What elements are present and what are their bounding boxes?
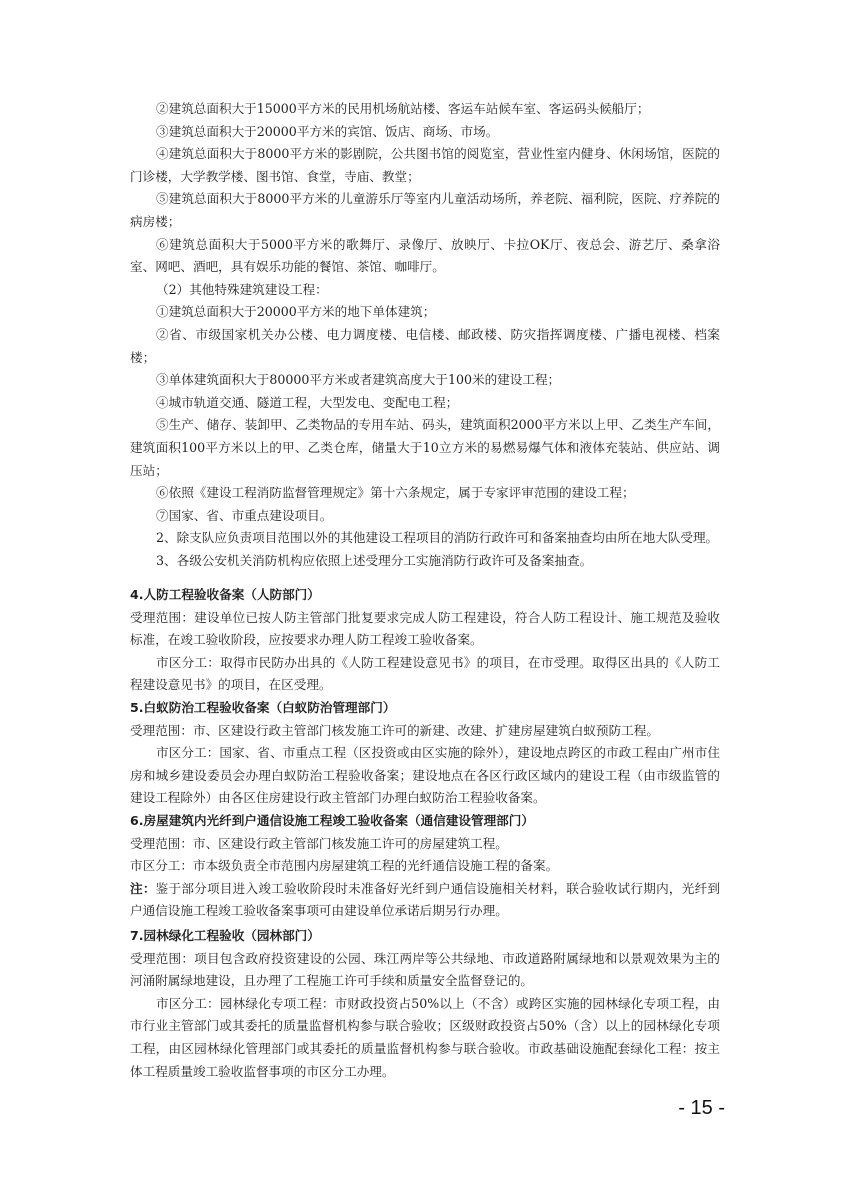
subheading: （2）其他特殊建筑建设工程： — [156, 281, 328, 297]
section-heading: 5.白蚁防治工程验收备案（白蚁防治管理部门） — [130, 700, 396, 715]
section-6 — [130, 810, 720, 923]
section-7 — [130, 925, 720, 1083]
scope-paragraph: 受理范围：市、区建设行政主管部门核发施工许可的新建、改建、扩建房屋建筑白蚁预防工程。 — [130, 722, 659, 738]
section-heading: 7.园林绿化工程验收（园林部门） — [130, 928, 320, 943]
paragraph: ⑥依照《建设工程消防监督管理规定》第十六条规定，属于专家评审范围的建设工程； — [156, 485, 635, 501]
paragraph: ⑤生产、储存、装卸甲、乙类物品的专用车站、码头，建筑面积2000平方米以上甲、乙类生产车间，建筑面积100平方米以上的甲、乙类仓库，储量大于10立方米的易燃易爆气体和液体充装站、供应站、调压站； — [130, 417, 720, 478]
section-5 — [130, 697, 720, 810]
paragraph: ③单体建筑面积大于80000平方米或者建筑高度大于100米的建设工程； — [156, 372, 561, 388]
section-heading: 4.人防工程验收备案（人防部门） — [130, 587, 320, 602]
note-paragraph — [130, 878, 720, 923]
note-text: 鉴于部分项目进入竣工验收阶段时未准备好光纤到户通信设施相关材料，联合验收试行期内，光纤到户通信设施工程竣工验收备案事项可由建设单位承诺后期另行办理。 — [130, 880, 721, 919]
division-paragraph: 市区分工：市本级负责全市范围内房屋建筑工程的光纤通信设施工程的备案。 — [130, 858, 559, 874]
division-paragraph: 市区分工：取得市民防办出具的《人防工程建设意见书》的项目，在市受理。取得区出具的《人防工程建设意见书》的项目，在区受理。 — [130, 654, 720, 693]
scope-paragraph: 受理范围：市、区建设行政主管部门核发施工许可的房屋建筑工程。 — [130, 835, 508, 851]
paragraph: 2、除支队应负责项目范围以外的其他建设工程项目的消防行政许可和备案抽查均由所在地大队受理。 — [156, 530, 719, 546]
paragraph: 3、各级公安机关消防机构应依照上述受理分工实施消防行政许可及备案抽查。 — [156, 552, 593, 568]
paragraph: ⑥建筑总面积大于5000平方米的歌舞厅、录像厅、放映厅、卡拉OK厅、夜总会、游艺厅、桑拿浴室、网吧、酒吧，具有娱乐功能的餐馆、茶馆、咖啡厅。 — [130, 236, 720, 275]
scope-paragraph: 受理范围：建设单位已按人防主管部门批复要求完成人防工程建设，符合人防工程设计、施工规范及验收标准，在竣工验收阶段，应按要求办理人防工程竣工验收备案。 — [130, 609, 720, 648]
paragraph: ①建筑总面积大于20000平方米的地下单体建筑； — [156, 304, 436, 320]
paragraph: ④建筑总面积大于8000平方米的影剧院，公共图书馆的阅览室，营业性室内健身、休闲场馆，医院的门诊楼，大学教学楼、图书馆、食堂，寺庙、教堂； — [130, 146, 720, 184]
paragraph: ⑤建筑总面积大于8000平方米的儿童游乐厅等室内儿童活动场所，养老院、福利院，医院、疗养院的病房楼； — [130, 191, 720, 229]
section-4 — [130, 584, 720, 697]
paragraph: ③建筑总面积大于20000平方米的宾馆、饭店、商场、市场。 — [156, 123, 499, 139]
division-paragraph: 市区分工：国家、省、市重点工程（区投资或由区实施的除外），建设地点跨区的市政工程由广州市住房和城乡建设委员会办理白蚁防治工程验收备案；建设地点在各区行政区域内的建设工程（由市级监管的建设工程除外）由各区住房建设行政主管部门办理白蚁防治工程验收备案。 — [130, 745, 720, 806]
scope-paragraph: 受理范围：项目包含政府投资建设的公园、珠江两岸等公共绿地、市政道路附属绿地和以景观效果为主的河涌附属绿地建设，且办理了工程施工许可手续和质量安全监督登记的。 — [130, 950, 720, 989]
top-paragraphs — [130, 98, 720, 572]
paragraph: ②省、市级国家机关办公楼、电力调度楼、电信楼、邮政楼、防灾指挥调度楼、广播电视楼、档案楼； — [130, 326, 720, 365]
paragraph: ④城市轨道交通、隧道工程，大型发电、变配电工程； — [156, 394, 459, 410]
division-paragraph: 市区分工：园林绿化专项工程：市财政投资占50%以上（不含）或跨区实施的园林绿化专项工程，由市行业主管部门或其委托的质量监督机构参与联合验收；区级财政投资占50%（含）以上的园林绿化专项工程，由区园林绿化管理部门或其委托的质量监督机构参与联合验收。市政基础设施配套绿化工程：按主体工程质量竣工验收监督事项的市区分工办理。 — [130, 995, 720, 1079]
paragraph: ⑦国家、省、市重点建设项目。 — [156, 507, 333, 523]
section-heading: 6.房屋建筑内光纤到户通信设施工程竣工验收备案（通信建设管理部门） — [130, 813, 534, 828]
paragraph: ②建筑总面积大于15000平方米的民用机场航站楼、客运车站候车室、客运码头候船厅； — [156, 101, 650, 116]
note-label: 注： — [130, 880, 156, 896]
page-number: - 15 - — [678, 1097, 725, 1119]
